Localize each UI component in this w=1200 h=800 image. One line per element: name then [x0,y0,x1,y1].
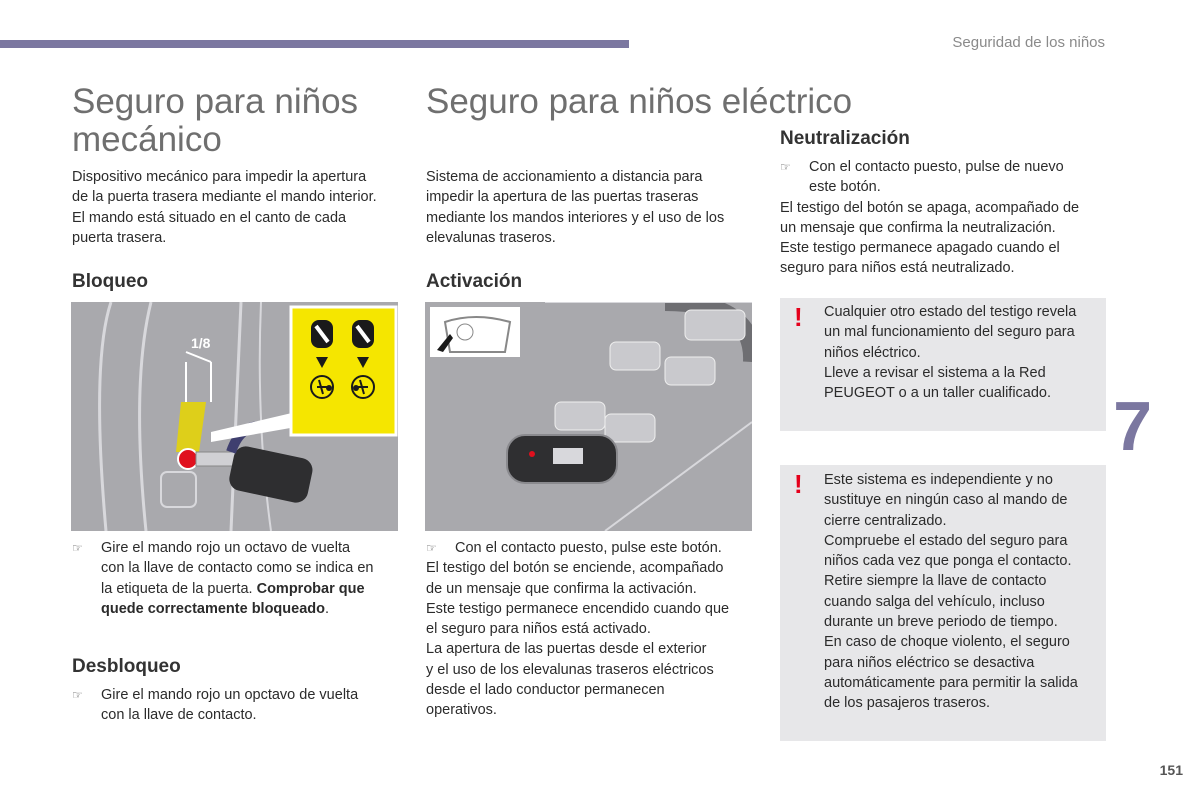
intro-line: El mando está situado en el canto de cada [72,209,347,226]
text-line: desde el lado conductor permanecen [426,682,665,699]
warning-line: automáticamente para permitir la salida [824,674,1078,691]
warning-line: cierre centralizado. [824,512,947,529]
lock-bullet [72,538,402,619]
intro-line: Sistema de accionamiento a distancia para [426,169,703,185]
intro-line: mediante los mandos interiores y el uso de los [426,209,725,226]
section-title: Seguridad de los niños [952,34,1105,51]
warning-line: sustituye en ningún caso al mando de [824,492,1068,509]
pointing-hand-icon: ☞ [780,160,791,174]
window-switch-panel-illustration [425,302,752,531]
bullet-line-mixed [101,579,402,599]
text-line: el seguro para niños está activado. [426,621,651,638]
warning-line: En caso de choque violento, el seguro [824,634,1070,651]
bullet-item [780,157,1110,198]
warning-text [824,470,1104,714]
intro-line: de la puerta trasera mediante el mando interior. [72,189,377,206]
intro-line: puerta trasera. [72,229,167,246]
warning-line: para niños eléctrico se desactiva [824,654,1035,671]
warning-box-independent [780,465,1106,741]
warning-icon: ! [794,469,803,499]
middle-intro [426,167,766,248]
pointing-hand-icon: ☞ [426,541,437,555]
text-line: seguro para niños está neutralizado. [780,260,1015,277]
bullet-item [72,685,402,726]
warning-line: Compruebe el estado del seguro para [824,532,1068,549]
activation-text [426,538,766,721]
bullet-line: con la llave de contacto como se indica en [101,560,374,577]
bullet-line: Con el contacto puesto, pulse de nuevo [809,159,1064,175]
bullet-bold-text: quede correctamente bloqueado [101,600,325,617]
warning-line: Cualquier otro estado del testigo revela [824,304,1077,320]
text-line: operativos. [426,702,497,719]
header-accent-bar [0,40,629,48]
neutral-text [780,157,1110,279]
warning-box-malfunction [780,298,1106,431]
middle-title: Seguro para niños eléctrico [426,82,853,121]
text-line: El testigo del botón se enciende, acompañado [426,560,724,577]
activation-heading: Activación [426,271,523,292]
bullet-line-mixed [101,599,402,619]
bullet-line: Gire el mando rojo un octavo de vuelta [101,540,351,556]
unlock-heading: Desbloqueo [72,656,181,677]
mechanical-lock-figure [71,302,398,531]
warning-line: durante un breve periodo de tiempo. [824,614,1058,631]
bullet-bold-text: Comprobar que [256,580,365,597]
left-intro [72,167,412,248]
pointing-hand-icon: ☞ [72,541,83,555]
bullet-text: la etiqueta de la puerta. [101,580,257,597]
electric-lock-figure [425,302,752,531]
intro-line: Dispositivo mecánico para impedir la apertura [72,169,367,185]
warning-line: PEUGEOT o a un taller cualificado. [824,385,1052,402]
neutral-heading: Neutralización [780,128,910,149]
warning-icon: ! [794,302,803,332]
bullet-item [426,538,766,558]
pointing-hand-icon: ☞ [72,688,83,702]
bullet-line: Gire el mando rojo un opctavo de vuelta [101,687,359,703]
bullet-item [72,538,402,619]
unlock-bullet [72,685,402,726]
warning-line: niños eléctrico. [824,344,921,361]
bullet-text: . [325,600,330,617]
text-line: Este testigo permanece encendido cuando que [426,600,730,617]
warning-line: un mal funcionamiento del seguro para [824,324,1075,341]
bullet-line: este botón. [809,179,881,196]
figure-label-fraction: 1/8 [191,335,211,351]
text-line: de un mensaje que confirma la activación. [426,580,697,597]
warning-line: Lleve a revisar el sistema a la Red [824,364,1046,381]
left-title-line1: Seguro para niños [72,82,359,121]
door-edge-illustration [71,302,398,531]
warning-line: Retire siempre la llave de contacto [824,573,1047,590]
text-line: y el uso de los elevalunas traseros eléctricos [426,661,714,678]
warning-line: de los pasajeros traseros. [824,695,991,712]
warning-line: cuando salga del vehículo, incluso [824,593,1045,610]
warning-line: Este sistema es independiente y no [824,472,1053,488]
intro-line: impedir la apertura de las puertas traseras [426,189,699,206]
text-line: La apertura de las puertas desde el exterior [426,641,707,658]
intro-line: elevalunas traseros. [426,229,556,246]
text-line: El testigo del botón se apaga, acompañado de [780,199,1080,216]
bullet-line: Con el contacto puesto, pulse este botón. [455,540,722,556]
warning-line: niños cada vez que ponga el contacto. [824,553,1072,570]
text-line: Este testigo permanece apagado cuando el [780,240,1060,257]
text-line: un mensaje que confirma la neutralización. [780,219,1056,236]
left-title-line2: mecánico [72,120,222,159]
page-number: 151 [1159,762,1183,778]
chapter-number: 7 [1113,387,1152,465]
lock-heading: Bloqueo [72,271,148,292]
left-title [72,83,402,159]
warning-text [824,302,1104,403]
bullet-line: con la llave de contacto. [101,707,257,724]
